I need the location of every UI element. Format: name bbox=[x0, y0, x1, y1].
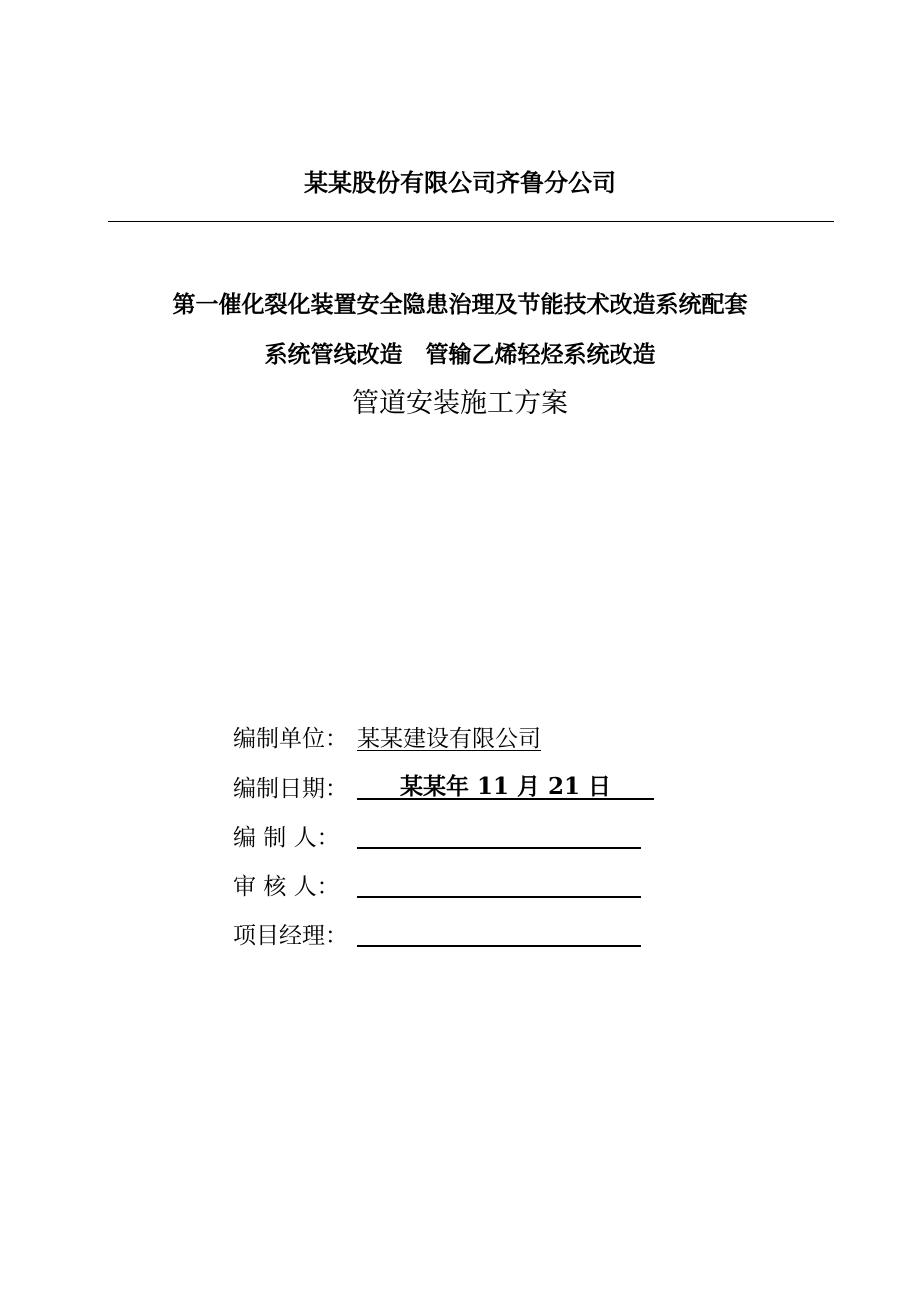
manager-label: 项目经理： bbox=[233, 923, 348, 949]
unit-value: 某某建设有限公司 bbox=[357, 726, 541, 752]
reviewer-blank-line bbox=[357, 870, 641, 898]
issuing-company: 某某股份有限公司齐鲁分公司 bbox=[304, 168, 616, 197]
document-title-line-1: 第一催化裂化装置安全隐患治理及节能技术改造系统配套 bbox=[172, 291, 748, 318]
reviewer-field bbox=[357, 870, 641, 904]
author-blank-line bbox=[357, 821, 641, 849]
document-title-line-2: 系统管线改造 管输乙烯轻烃系统改造 bbox=[264, 341, 656, 368]
date-label: 编制日期： bbox=[233, 776, 348, 802]
document-title-main: 管道安装施工方案 bbox=[352, 388, 568, 419]
reviewer-label: 审 核 人： bbox=[233, 874, 340, 900]
header-rule bbox=[108, 221, 834, 222]
date-field bbox=[357, 772, 654, 806]
manager-blank-line bbox=[357, 919, 641, 947]
date-value: 某某年 11 月 21 日 bbox=[357, 772, 654, 800]
manager-field bbox=[357, 919, 641, 953]
unit-label: 编制单位： bbox=[233, 726, 348, 752]
author-label: 编 制 人： bbox=[233, 825, 340, 851]
author-field bbox=[357, 821, 641, 855]
